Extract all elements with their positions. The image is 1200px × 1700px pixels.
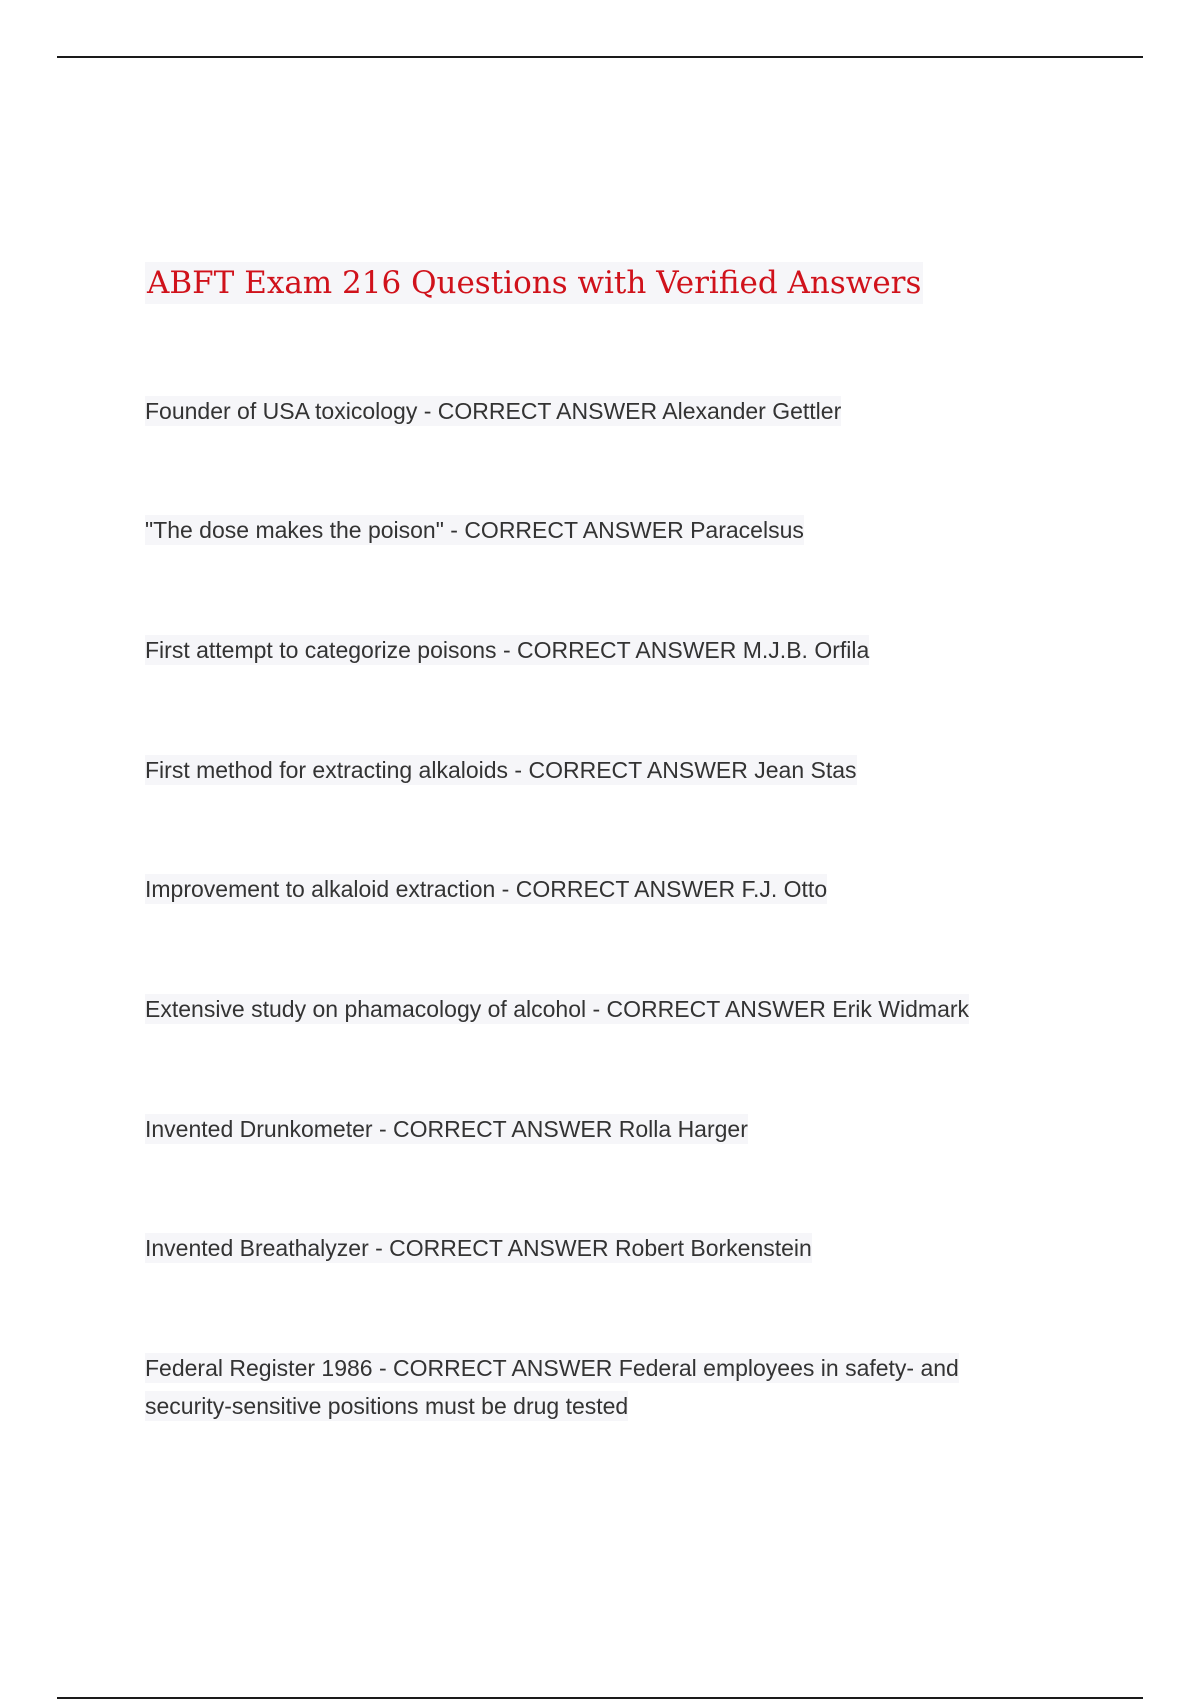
qa-text: Extensive study on phamacology of alcohol - CORRECT ANSWER Erik Widmark [145, 996, 970, 1022]
qa-item [145, 990, 1045, 1028]
qa-text: Improvement to alkaloid extraction - CORRECT ANSWER F.J. Otto [145, 876, 828, 902]
qa-text: Federal Register 1986 - CORRECT ANSWER Federal employees in safety- and security-sensitive positions must be drug tested [145, 1355, 959, 1419]
qa-text: Invented Drunkometer - CORRECT ANSWER Rolla Harger [145, 1116, 748, 1142]
header-rule [57, 56, 1143, 58]
qa-item [145, 870, 1045, 908]
document-title: ABFT Exam 216 Questions with Verified Answers [145, 262, 923, 304]
qa-text: "The dose makes the poison" - CORRECT ANSWER Paracelsus [145, 517, 804, 543]
document-body [145, 262, 1045, 1419]
footer-rule [57, 1697, 1143, 1699]
qa-text: Founder of USA toxicology - CORRECT ANSWER Alexander Gettler [145, 398, 842, 424]
qa-item [145, 1110, 1045, 1148]
qa-item [145, 392, 1045, 430]
qa-item [145, 1229, 1045, 1267]
qa-text: First attempt to categorize poisons - CORRECT ANSWER M.J.B. Orfila [145, 637, 870, 663]
qa-text: Invented Breathalyzer - CORRECT ANSWER Robert Borkenstein [145, 1235, 812, 1261]
qa-item [145, 751, 1045, 789]
qa-item [145, 631, 1045, 669]
qa-item [145, 511, 1045, 549]
qa-item [145, 1349, 1025, 1425]
qa-text: First method for extracting alkaloids - CORRECT ANSWER Jean Stas [145, 757, 857, 783]
